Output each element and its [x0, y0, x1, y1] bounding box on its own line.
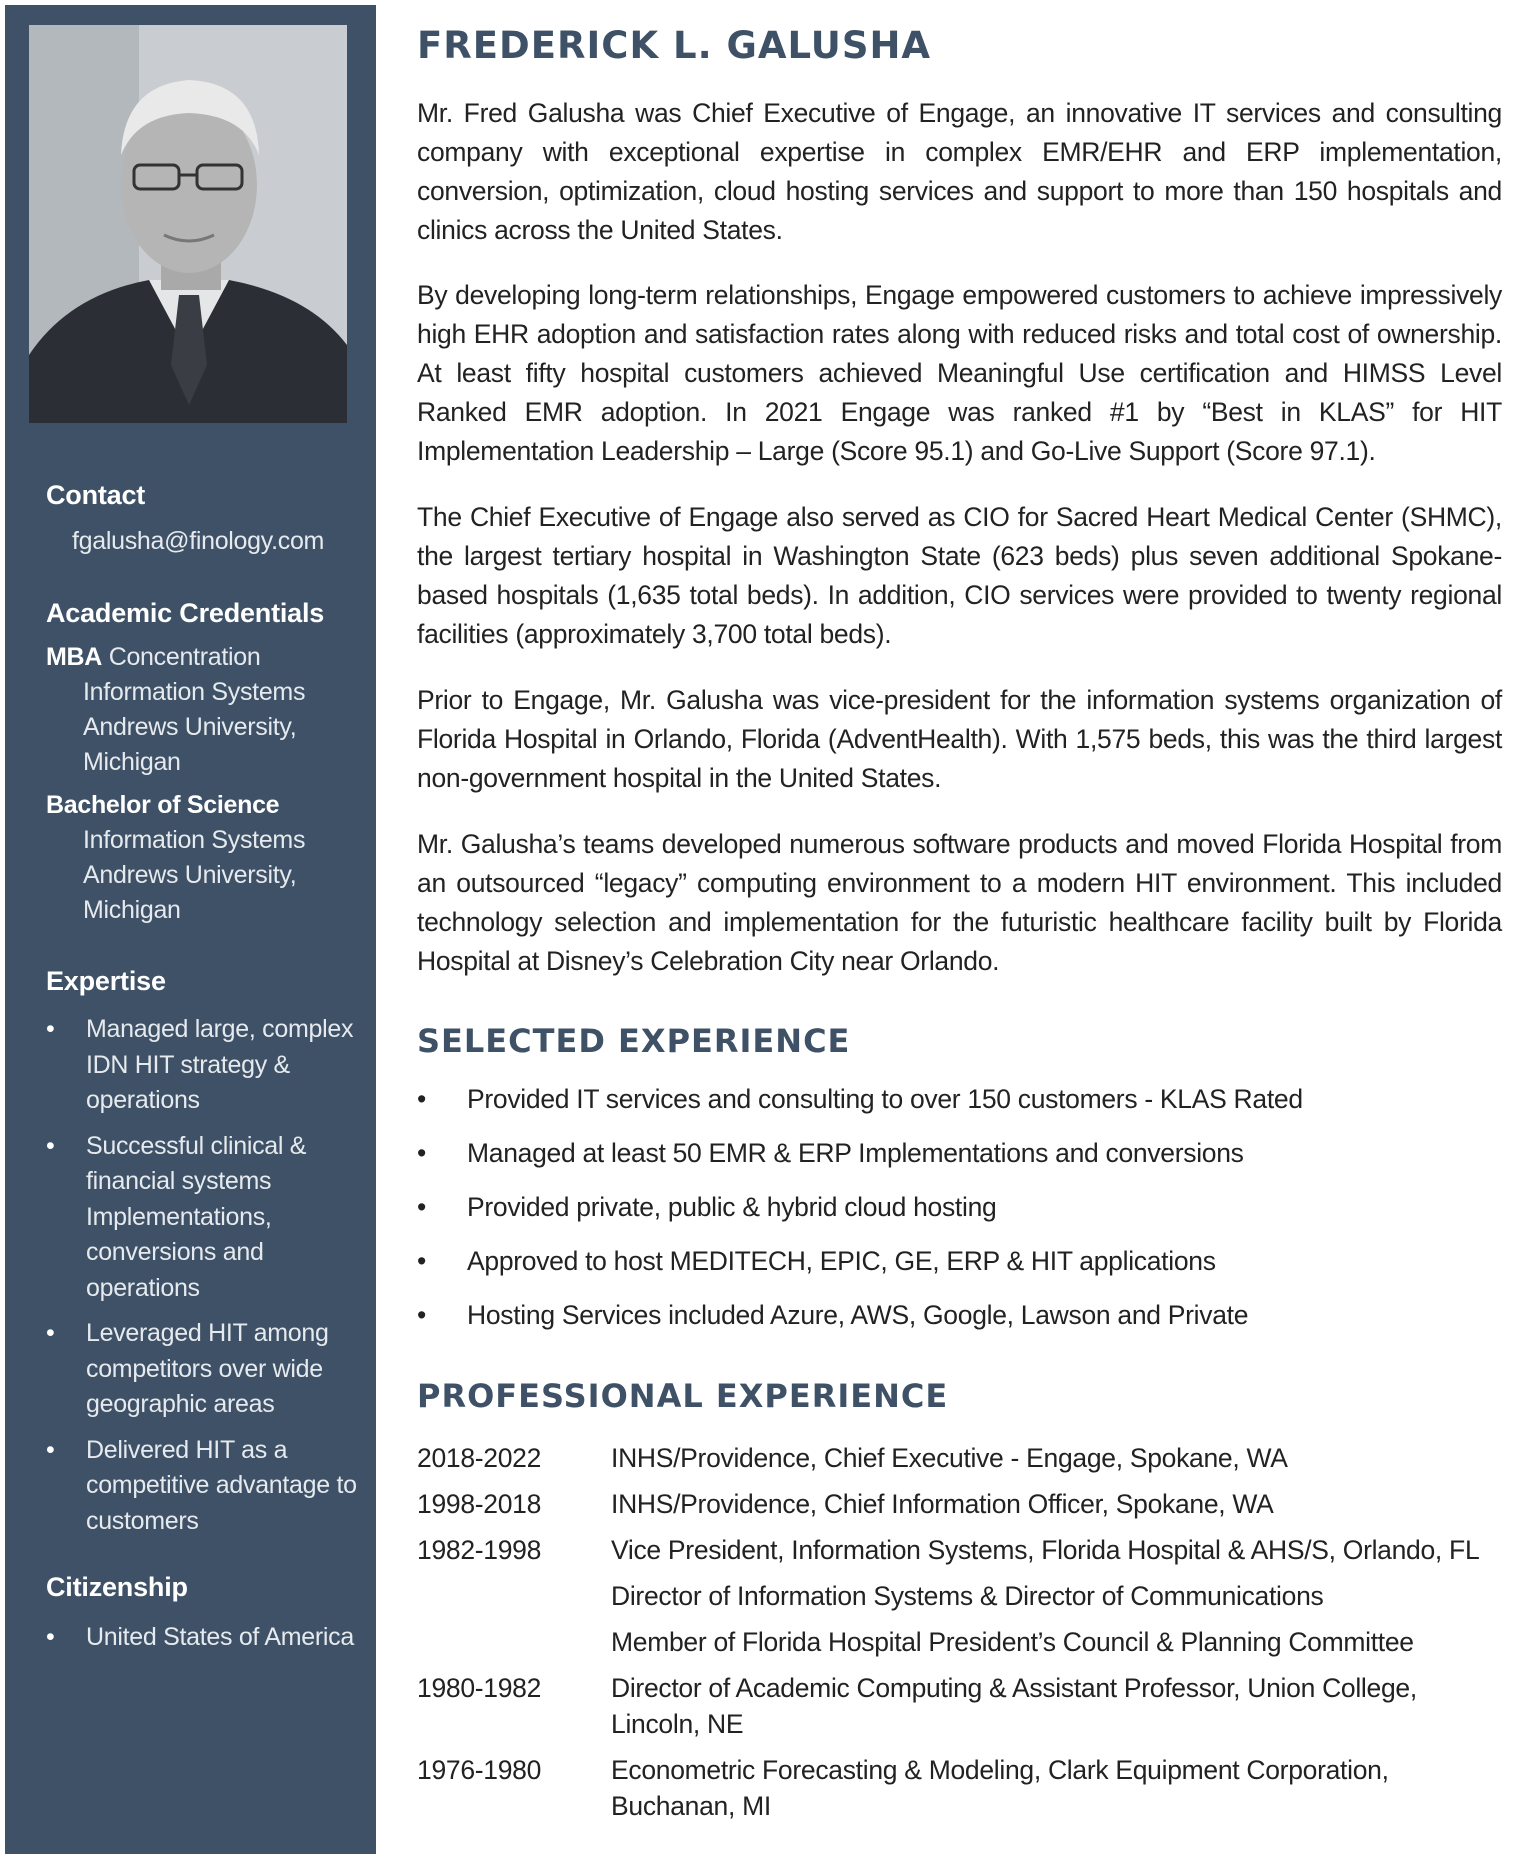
- selected-item: • Provided private, public & hybrid cloud hosting: [417, 1188, 1502, 1242]
- experience-description: Director of Information Systems & Director of Communications: [611, 1581, 1324, 1611]
- degree-1-line-2: Andrews University,: [83, 713, 297, 741]
- bio-paragraph: Mr. Galusha’s teams developed numerous software products and moved Florida Hospital from an outsourced “legacy” computing environment to a modern HIT environment. This included technology selection and implementation for the futuristic healthcare facility built by Florida Hospital at Disney’s Celebration City near Orlando.: [417, 829, 1502, 976]
- expertise-item: • Delivered HIT as a competitive advantage to customers: [46, 1433, 366, 1540]
- degree-1-title: MBA: [46, 643, 103, 671]
- citizenship-heading: Citizenship: [46, 1572, 188, 1602]
- citizenship-item: • United States of America: [46, 1620, 366, 1656]
- degree-2-line-3: Michigan: [83, 896, 181, 924]
- bio-paragraph: Prior to Engage, Mr. Galusha was vice-president for the information systems organization of Florida Hospital in Orlando, Florida (AdventHealth). With 1,575 beds, this was the third largest non-government hospital in the United States.: [417, 685, 1502, 793]
- selected-experience-list: [417, 1080, 1502, 1350]
- expertise-list: [46, 1012, 366, 1549]
- name-heading: FREDERICK L. GALUSHA: [417, 24, 932, 67]
- selected-item: • Approved to host MEDITECH, EPIC, GE, ERP & HIT applications: [417, 1242, 1502, 1296]
- email-text: fgalusha@finology.com: [72, 527, 325, 555]
- citizenship-list: [46, 1620, 366, 1666]
- portrait-photo: [29, 25, 347, 423]
- degree-1: [46, 640, 260, 675]
- expertise-item: • Managed large, complex IDN HIT strategy & operations: [46, 1012, 366, 1119]
- professional-experience-list: [417, 1440, 1502, 1834]
- experience-description: Director of Academic Computing & Assistant Professor, Union College, Lincoln, NE: [611, 1673, 1417, 1739]
- experience-years: 2018-2022: [417, 1443, 542, 1473]
- degree-2-title: Bachelor of Science: [46, 791, 280, 819]
- experience-row: [417, 1670, 1502, 1742]
- experience-description: Econometric Forecasting & Modeling, Clark Equipment Corporation, Buchanan, MI: [611, 1755, 1389, 1821]
- experience-years: 1998-2018: [417, 1489, 542, 1519]
- selected-item: • Hosting Services included Azure, AWS, Google, Lawson and Private: [417, 1296, 1502, 1350]
- professional-experience-heading: PROFESSIONAL EXPERIENCE: [417, 1377, 949, 1415]
- experience-description: INHS/Providence, Chief Information Officer, Spokane, WA: [611, 1489, 1274, 1519]
- selected-experience-heading: SELECTED EXPERIENCE: [417, 1022, 851, 1060]
- expertise-item: • Leveraged HIT among competitors over wide geographic areas: [46, 1316, 366, 1423]
- degree-2-line-2: Andrews University,: [83, 861, 297, 889]
- bio-paragraph: By developing long-term relationships, Engage empowered customers to achieve impressively high EHR adoption and satisfaction rates along with reduced risks and total cost of ownership. At least fifty hospital customers achieved Meaningful Use certification and HIMSS Level Ranked EMR adoption. In 2021 Engage was ranked #1 by “Best in KLAS” for HIT Implementation Leadership – Large (Score 95.1) and Go-Live Support (Score 97.1).: [417, 280, 1502, 466]
- experience-description: INHS/Providence, Chief Executive - Engage, Spokane, WA: [611, 1443, 1288, 1473]
- contact-heading: Contact: [46, 480, 146, 510]
- expertise-heading: Expertise: [46, 966, 166, 996]
- selected-item: • Managed at least 50 EMR & ERP Implementations and conversions: [417, 1134, 1502, 1188]
- experience-row: [417, 1486, 1502, 1522]
- experience-description: Member of Florida Hospital President’s Council & Planning Committee: [611, 1627, 1414, 1657]
- bio-paragraph: The Chief Executive of Engage also served as CIO for Sacred Heart Medical Center (SHMC), the largest tertiary hospital in Washington State (623 beds) plus seven additional Spokane-based hospitals (1,635 total beds). In addition, CIO services were provided to twenty regional facilities (approximately 3,700 total beds).: [417, 502, 1502, 649]
- experience-years: 1976-1980: [417, 1755, 542, 1785]
- experience-row: [417, 1752, 1502, 1824]
- academic-heading: Academic Credentials: [46, 598, 325, 628]
- selected-item: • Provided IT services and consulting to over 150 customers - KLAS Rated: [417, 1080, 1502, 1134]
- degree-2: [46, 788, 279, 823]
- expertise-item: • Successful clinical & financial systems Implementations, conversions and operations: [46, 1129, 366, 1307]
- experience-row: [417, 1532, 1502, 1660]
- experience-years: 1980-1982: [417, 1673, 542, 1703]
- experience-row: [417, 1440, 1502, 1476]
- degree-1-line-3: Michigan: [83, 748, 181, 776]
- bio-paragraph: Mr. Fred Galusha was Chief Executive of Engage, an innovative IT services and consulting company with exceptional expertise in complex EMR/EHR and ERP implementation, conversion, optimization, cloud hosting services and support to more than 150 hospitals and clinics across the United States.: [417, 98, 1502, 245]
- experience-years: 1982-1998: [417, 1535, 542, 1565]
- degree-2-line-1: Information Systems: [83, 826, 306, 854]
- degree-1-rest: Concentration: [102, 643, 261, 671]
- degree-1-line-1: Information Systems: [83, 678, 306, 706]
- experience-description: Vice President, Information Systems, Florida Hospital & AHS/S, Orlando, FL: [611, 1535, 1480, 1565]
